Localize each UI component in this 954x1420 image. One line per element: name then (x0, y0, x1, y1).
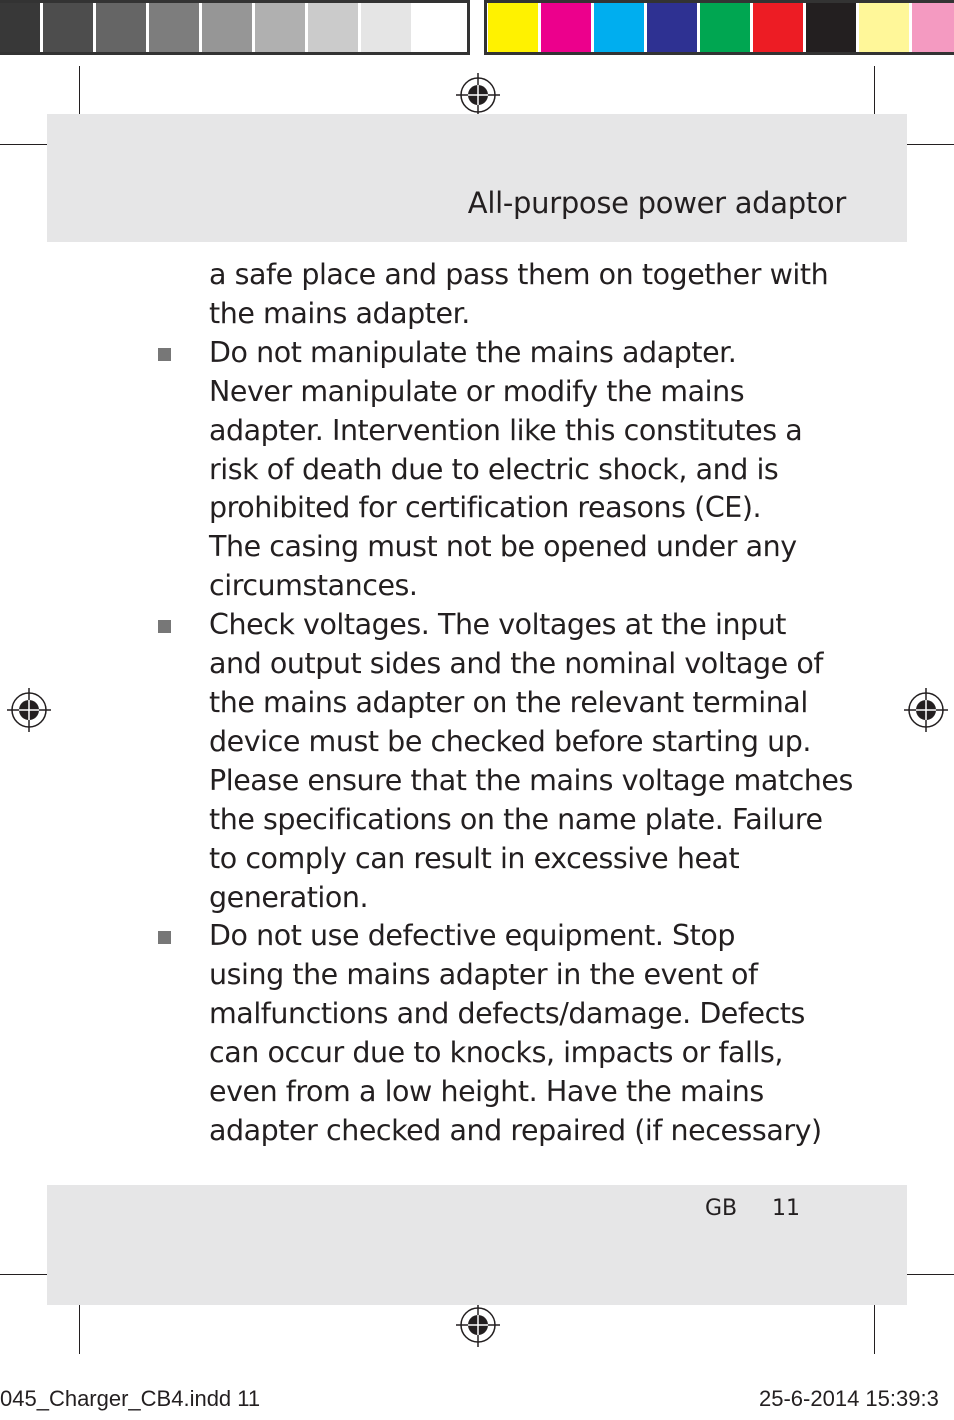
text-line: the mains adapter. (209, 296, 470, 330)
registration-mark-icon (7, 688, 51, 732)
text-line: adapter checked and repaired (if necessary) (209, 1113, 822, 1147)
swatch-frame (484, 0, 954, 55)
text-line: Never manipulate or modify the mains (209, 374, 745, 408)
text-line: Please ensure that the mains voltage matches (209, 763, 853, 797)
page-number: 11 (772, 1196, 800, 1221)
text-line: circumstances. (209, 569, 418, 603)
page-header-title: All-purpose power adaptor (467, 186, 846, 220)
bullet-square-icon (158, 931, 171, 944)
text-line: and output sides and the nominal voltage of (209, 647, 823, 681)
text-line: even from a low height. Have the mains (209, 1075, 764, 1109)
language-code: GB (705, 1196, 738, 1221)
bullet-square-icon (158, 620, 171, 633)
text-line: malfunctions and defects/damage. Defects (209, 997, 805, 1031)
text-line: adapter. Intervention like this constitutes a (209, 413, 803, 447)
text-line: the mains adapter on the relevant terminal (209, 685, 808, 719)
registration-mark-icon (456, 73, 500, 117)
slug-filename: 045_Charger_CB4.indd 11 (0, 1386, 261, 1411)
intro-paragraph (209, 256, 829, 334)
text-line: prohibited for certification reasons (CE). (209, 491, 762, 525)
text-line: risk of death due to electric shock, and is (209, 452, 779, 486)
crop-mark (79, 1298, 80, 1354)
text-line: to comply can result in excessive heat (209, 841, 740, 875)
header-band (47, 114, 907, 242)
text-line: Do not use defective equipment. Stop (209, 919, 736, 953)
text-line: can occur due to knocks, impacts or falls, (209, 1036, 783, 1070)
text-line: The casing must not be opened under any (209, 530, 797, 564)
registration-mark-icon (904, 688, 948, 732)
swatch-frame (0, 0, 470, 55)
text-line: a safe place and pass them on together with (209, 258, 829, 291)
text-line: device must be checked before starting up. (209, 724, 811, 758)
text-line: the specifications on the name plate. Failure (209, 802, 823, 836)
list-item (209, 917, 822, 1150)
bullet-square-icon (158, 348, 171, 361)
list-item (209, 606, 853, 917)
safety-instructions (209, 256, 853, 1151)
text-line: Check voltages. The voltages at the input (209, 608, 787, 642)
text-line: using the mains adapter in the event of (209, 958, 758, 992)
text-line: Do not manipulate the mains adapter. (209, 335, 737, 369)
list-item (209, 334, 809, 606)
crop-mark (874, 1298, 875, 1354)
text-line: generation. (209, 880, 369, 914)
registration-mark-icon (456, 1303, 500, 1347)
slug-datetime: 25-6-2014 15:39:3 (759, 1386, 939, 1411)
